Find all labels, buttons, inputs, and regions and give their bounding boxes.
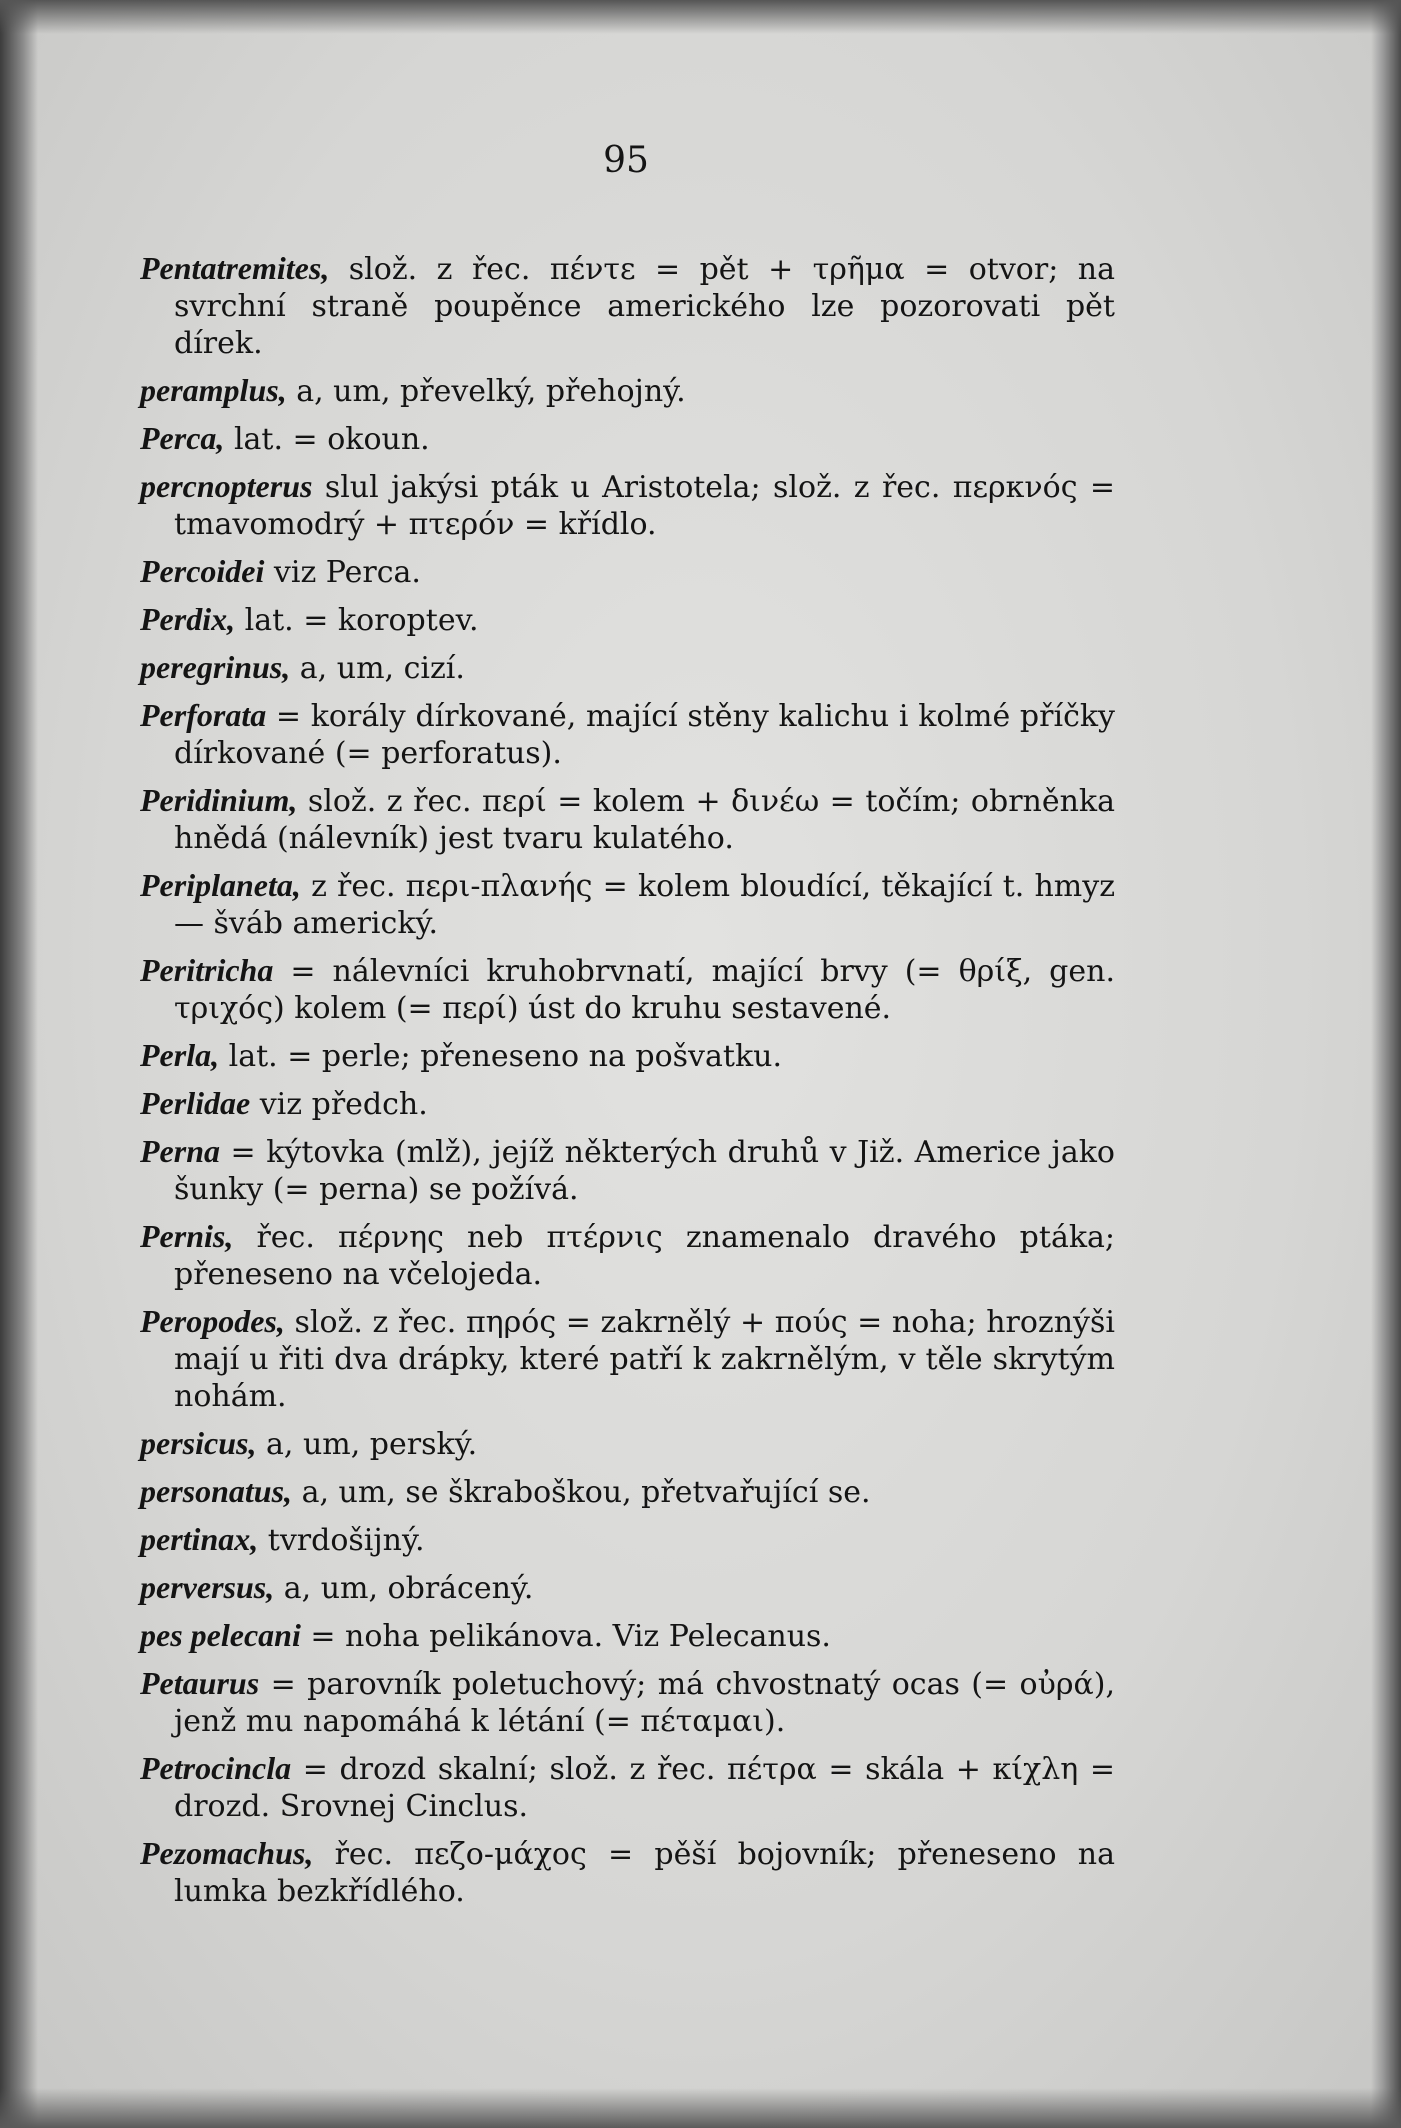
dictionary-entry bbox=[140, 250, 1115, 362]
dictionary-entries bbox=[140, 250, 1115, 1920]
entry-definition: lat. = koroptev. bbox=[235, 603, 479, 638]
entry-headword: Perdix, bbox=[140, 601, 236, 637]
dictionary-entry bbox=[140, 420, 1115, 458]
dictionary-entry bbox=[140, 649, 1115, 687]
entry-headword: perversus, bbox=[140, 1569, 275, 1605]
entry-headword: personatus, bbox=[140, 1473, 293, 1509]
entry-definition: = drozd skalní; slož. z řec. πέτρα = skála + κίχλη = drozd. Srovnej Cinclus. bbox=[174, 1752, 1115, 1824]
entry-headword: Pentatremites, bbox=[140, 250, 330, 286]
entry-headword: Petrocincla bbox=[140, 1750, 292, 1786]
entry-headword: pes pelecani bbox=[140, 1617, 301, 1653]
entry-headword: pertinax, bbox=[140, 1521, 259, 1557]
entry-headword: Peropodes, bbox=[140, 1303, 285, 1339]
entry-headword: peramplus, bbox=[140, 372, 287, 408]
entry-definition: z řec. περι-πλανής = kolem bloudící, těkající t. hmyz — šváb americký. bbox=[174, 869, 1115, 941]
dictionary-entry bbox=[140, 697, 1115, 772]
dictionary-entry bbox=[140, 1569, 1115, 1607]
entry-definition: a, um, převelký, přehojný. bbox=[286, 374, 686, 409]
entry-definition: slul jakýsi pták u Aristotela; slož. z řec. περκνός = tmavomodrý + πτερόν = křídlo. bbox=[174, 470, 1115, 542]
entry-headword: Perlidae bbox=[140, 1085, 251, 1121]
dictionary-entry bbox=[140, 952, 1115, 1027]
dictionary-entry bbox=[140, 1037, 1115, 1075]
entry-definition: a, um, cizí. bbox=[290, 651, 465, 686]
entry-headword: Peritricha bbox=[140, 952, 274, 988]
dictionary-entry bbox=[140, 1218, 1115, 1293]
entry-definition: lat. = perle; přeneseno na pošvatku. bbox=[219, 1039, 782, 1074]
entry-definition: tvrdošijný. bbox=[258, 1523, 425, 1558]
entry-headword: Pernis, bbox=[140, 1218, 234, 1254]
page-shadow-top bbox=[0, 0, 1401, 34]
dictionary-entry bbox=[140, 468, 1115, 543]
dictionary-entry bbox=[140, 1750, 1115, 1825]
dictionary-entry bbox=[140, 1303, 1115, 1415]
entry-headword: Perla, bbox=[140, 1037, 220, 1073]
entry-definition: = noha pelikánova. Viz Pelecanus. bbox=[300, 1619, 831, 1654]
page-shadow-right bbox=[1371, 0, 1401, 2128]
entry-definition: řec. πέρνης neb πτέρνις znamenalo dravého ptáka; přeneseno na včelojeda. bbox=[174, 1220, 1115, 1292]
entry-headword: Percoidei bbox=[140, 553, 265, 589]
entry-headword: percnopterus bbox=[140, 468, 313, 504]
entry-headword: peregrinus, bbox=[140, 649, 291, 685]
entry-definition: a, um, se škraboškou, přetvařující se. bbox=[292, 1475, 871, 1510]
entry-definition: a, um, perský. bbox=[256, 1427, 478, 1462]
entry-headword: Pezomachus, bbox=[140, 1835, 314, 1871]
dictionary-entry bbox=[140, 1617, 1115, 1655]
dictionary-entry bbox=[140, 1133, 1115, 1208]
entry-definition: = nálevníci kruhobrvnatí, mající brvy (= θρίξ, gen. τριχός) kolem (= περί) úst do kruhu sestavené. bbox=[174, 954, 1115, 1026]
dictionary-entry bbox=[140, 1665, 1115, 1740]
dictionary-entry bbox=[140, 867, 1115, 942]
entry-headword: Perforata bbox=[140, 697, 267, 733]
dictionary-entry bbox=[140, 1085, 1115, 1123]
entry-headword: persicus, bbox=[140, 1425, 257, 1461]
entry-headword: Perna bbox=[140, 1133, 220, 1169]
entry-definition: a, um, obrácený. bbox=[274, 1571, 534, 1606]
entry-definition: = kýtovka (mlž), jejíž některých druhů v Již. Americe jako šunky (= perna) se požívá. bbox=[174, 1135, 1115, 1207]
page-shadow-left bbox=[0, 0, 38, 2128]
dictionary-entry bbox=[140, 372, 1115, 410]
entry-definition: slož. z řec. πηρός = zakrnělý + πούς = noha; hroznýši mají u řiti dva drápky, které patří k zakrnělým, v těle skrytým nohám. bbox=[174, 1305, 1115, 1414]
dictionary-entry bbox=[140, 1425, 1115, 1463]
entry-headword: Periplaneta, bbox=[140, 867, 301, 903]
dictionary-entry bbox=[140, 553, 1115, 591]
entry-headword: Petaurus bbox=[140, 1665, 260, 1701]
page-shadow-bottom bbox=[0, 2088, 1401, 2128]
dictionary-entry bbox=[140, 782, 1115, 857]
dictionary-entry bbox=[140, 1521, 1115, 1559]
page-number: 95 bbox=[603, 140, 649, 181]
dictionary-entry bbox=[140, 1473, 1115, 1511]
entry-definition: = parovník poletuchový; má chvostnatý ocas (= οὐρά), jenž mu napomáhá k létání (= πέταμαι). bbox=[174, 1667, 1115, 1739]
entry-definition: = korály dírkované, mající stěny kalichu i kolmé příčky dírkované (= perforatus). bbox=[174, 699, 1115, 771]
entry-definition: slož. z řec. πέντε = pět + τρῆμα = otvor; na svrchní straně poupěnce amerického lze pozorovati pět dírek. bbox=[174, 252, 1115, 361]
entry-definition: řec. πεζο-μάχος = pěší bojovník; přeneseno na lumka bezkřídlého. bbox=[174, 1837, 1115, 1909]
entry-headword: Perca, bbox=[140, 420, 225, 456]
entry-definition: viz Perca. bbox=[264, 555, 421, 590]
entry-headword: Peridinium, bbox=[140, 782, 298, 818]
entry-definition: viz předch. bbox=[250, 1087, 428, 1122]
dictionary-entry bbox=[140, 601, 1115, 639]
entry-definition: lat. = okoun. bbox=[224, 422, 430, 457]
dictionary-entry bbox=[140, 1835, 1115, 1910]
entry-definition: slož. z řec. περί = kolem + δινέω = točím; obrněnka hnědá (nálevník) jest tvaru kulatého. bbox=[174, 784, 1115, 856]
